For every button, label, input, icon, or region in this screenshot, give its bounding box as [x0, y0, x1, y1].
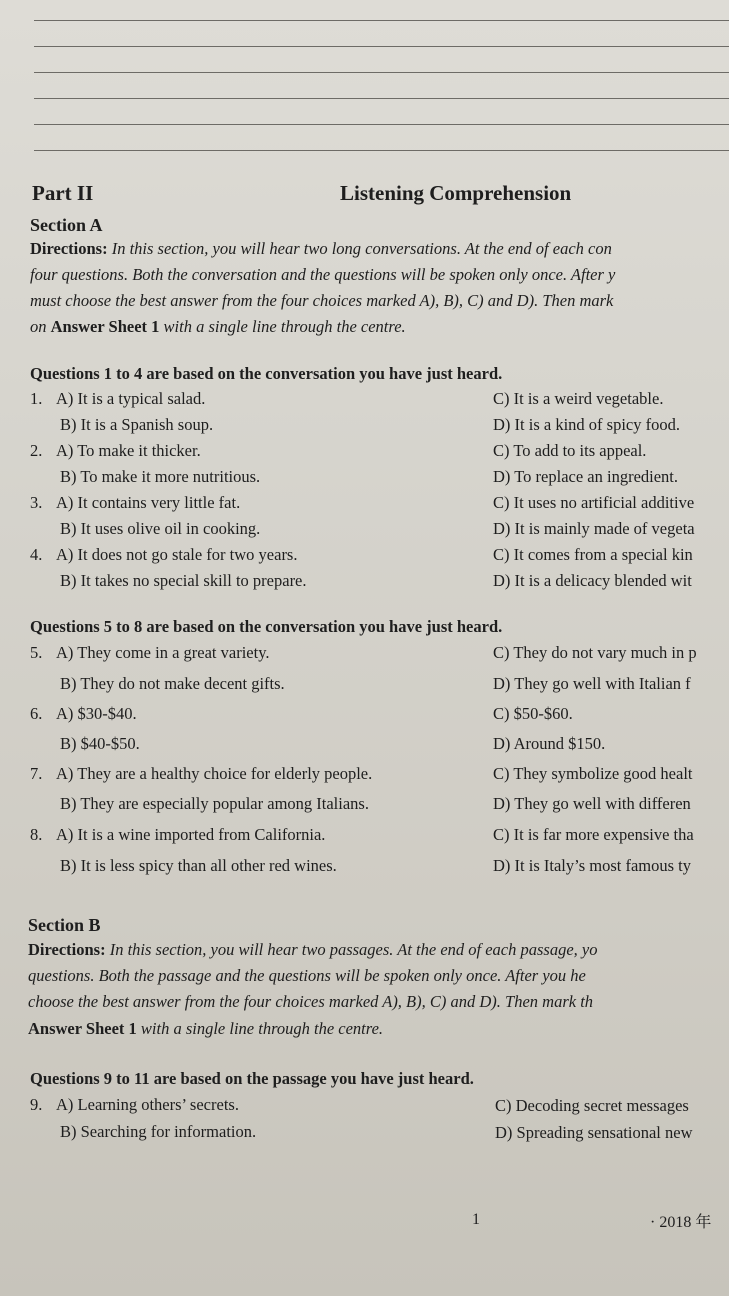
option-c: C) They symbolize good healt	[493, 764, 693, 783]
option-d: D) To replace an ingredient.	[493, 467, 679, 486]
directions-lead: Directions:	[30, 239, 108, 258]
directions-text: In this section, you will hear two long conversations. At the end of each con	[111, 239, 612, 258]
option-text: A) It contains very little fat.	[56, 493, 241, 512]
directions-text: In this section, you will hear two passages. At the end of each passage, yo	[109, 940, 598, 959]
section-a-directions-line-3	[30, 288, 613, 314]
answer-line	[34, 72, 729, 73]
answer-sheet-ref: Answer Sheet 1	[50, 317, 160, 336]
option-b: B) It uses olive oil in cooking.	[60, 519, 261, 538]
option-a	[30, 389, 205, 409]
option-d: D) It is mainly made of vegeta	[493, 519, 695, 538]
section-a-directions-line-1	[30, 236, 612, 262]
option-c: C) It comes from a special kin	[493, 545, 693, 564]
question-number: 8.	[30, 825, 43, 844]
option-a	[30, 825, 325, 845]
directions-text: on	[30, 317, 51, 336]
directions-text: with a single line through the centre.	[136, 1019, 384, 1038]
option-b: B) It takes no special skill to prepare.	[60, 571, 307, 590]
option-c: C) Decoding secret messages	[495, 1096, 689, 1115]
question-number: 1.	[30, 389, 43, 408]
answer-line	[34, 124, 729, 125]
part-title: Listening Comprehension	[340, 181, 572, 205]
answer-line	[34, 46, 729, 47]
option-d: D) They go well with differen	[493, 794, 691, 813]
part-label: Part II	[32, 181, 94, 205]
directions-text: must choose the best answer from the four choices marked A), B), C) and D). Then mark	[30, 291, 614, 310]
option-text: A) To make it thicker.	[56, 441, 201, 460]
section-a-directions-line-4	[30, 314, 406, 340]
question-group-heading: Questions 5 to 8 are based on the conversation you have just heard.	[30, 617, 503, 636]
question-number: 6.	[30, 704, 43, 723]
option-a	[30, 643, 270, 663]
answer-line	[34, 150, 729, 151]
option-b: B) It is a Spanish soup.	[60, 415, 214, 434]
option-b: B) $40-$50.	[60, 734, 140, 753]
option-a	[30, 1095, 239, 1115]
option-a	[30, 764, 372, 784]
option-d: D) Spreading sensational new	[495, 1123, 693, 1142]
option-text: A) It is a typical salad.	[56, 389, 206, 408]
option-a	[30, 493, 240, 513]
answer-line	[34, 20, 729, 21]
option-c: C) It is far more expensive tha	[493, 825, 694, 844]
option-a	[30, 441, 201, 461]
option-c: C) They do not vary much in p	[493, 643, 697, 662]
option-b: B) To make it more nutritious.	[60, 467, 261, 486]
directions-text: choose the best answer from the four choices marked A), B), C) and D). Then mark th	[28, 992, 594, 1011]
directions-text: with a single line through the centre.	[159, 317, 406, 336]
section-b-title: Section B	[28, 915, 101, 935]
question-group-heading: Questions 9 to 11 are based on the passage you have just heard.	[30, 1069, 474, 1088]
option-a	[30, 545, 297, 565]
question-number: 4.	[30, 545, 43, 564]
option-b: B) They are especially popular among Italians.	[60, 794, 369, 813]
exam-year: · 2018 年	[650, 1214, 712, 1231]
option-text: A) Learning others’ secrets.	[56, 1095, 239, 1114]
question-number: 7.	[30, 764, 43, 783]
option-a	[30, 704, 137, 724]
section-b-directions-line-1	[28, 937, 597, 963]
section-a-title: Section A	[30, 215, 103, 235]
option-text: A) $30-$40.	[56, 704, 137, 723]
option-text: A) They come in a great variety.	[56, 643, 270, 662]
option-text: A) They are a healthy choice for elderly people.	[56, 764, 373, 783]
question-number: 9.	[30, 1095, 43, 1114]
section-a-directions-line-2	[30, 262, 615, 288]
option-d: D) It is a kind of spicy food.	[493, 415, 680, 434]
option-c: C) It uses no artificial additive	[493, 493, 695, 512]
question-number: 2.	[30, 441, 43, 460]
section-b-directions-line-2	[28, 963, 586, 989]
option-d: D) They go well with Italian f	[493, 674, 691, 693]
option-c: C) To add to its appeal.	[493, 441, 647, 460]
question-number: 5.	[30, 643, 43, 662]
option-d: D) It is Italy’s most famous ty	[493, 856, 691, 875]
option-d: D) It is a delicacy blended wit	[493, 571, 692, 590]
page-number: 1	[472, 1211, 480, 1228]
option-text: A) It does not go stale for two years.	[56, 545, 298, 564]
directions-text: questions. Both the passage and the questions will be spoken only once. After you he	[28, 966, 586, 985]
option-d: D) Around $150.	[493, 734, 606, 753]
section-b-directions-line-3	[28, 989, 593, 1015]
option-b: B) It is less spicy than all other red wines.	[60, 856, 337, 875]
question-group-heading: Questions 1 to 4 are based on the conversation you have just heard.	[30, 364, 503, 383]
option-c: C) $50-$60.	[493, 704, 573, 723]
answer-line	[34, 98, 729, 99]
directions-lead: Directions:	[28, 940, 106, 959]
answer-sheet-ref: Answer Sheet 1	[28, 1019, 137, 1038]
directions-text: four questions. Both the conversation and the questions will be spoken only once. After y	[30, 265, 616, 284]
option-b: B) They do not make decent gifts.	[60, 674, 285, 693]
question-number: 3.	[30, 493, 43, 512]
option-c: C) It is a weird vegetable.	[493, 389, 664, 408]
section-b-directions-line-4	[28, 1016, 383, 1042]
option-text: A) It is a wine imported from California.	[56, 825, 326, 844]
option-b: B) Searching for information.	[60, 1122, 257, 1141]
